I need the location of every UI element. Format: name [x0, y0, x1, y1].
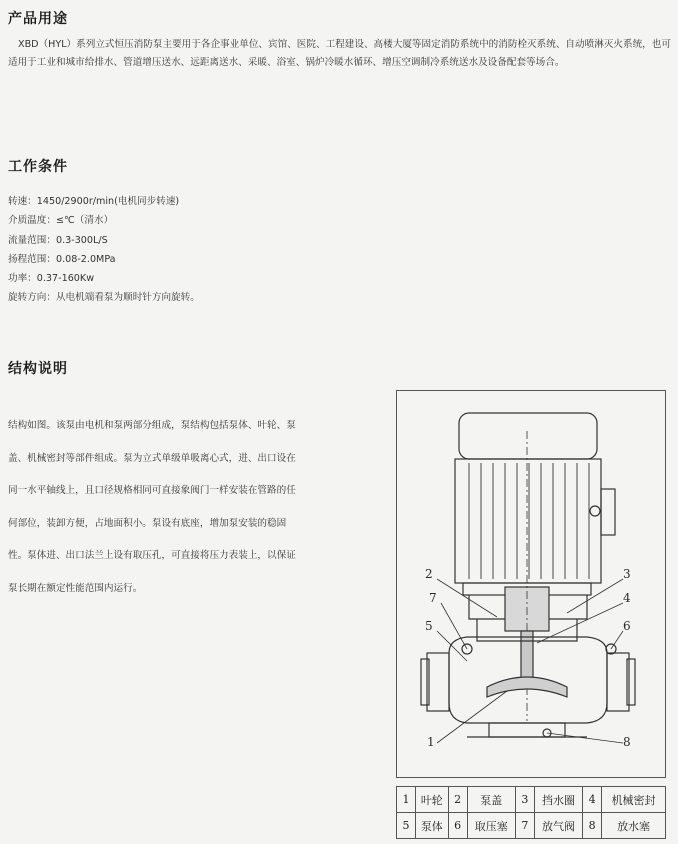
- callout-5: 5: [425, 619, 433, 633]
- outlet-flange: [607, 653, 629, 711]
- structure-line: 同一水平轴线上，且口径规格相同可直接象阀门一样安装在管路的任: [8, 485, 296, 496]
- part-name: 泵体: [416, 813, 449, 839]
- motor-body: [455, 459, 601, 583]
- inlet-flange-face: [421, 659, 429, 705]
- motor-fins: [469, 463, 589, 579]
- pump-diagram: [397, 391, 665, 777]
- condition-temperature: 介质温度：≤℃（清水）: [8, 215, 114, 227]
- structure-paragraph: [8, 410, 358, 605]
- part-name: 泵盖: [467, 787, 515, 813]
- callout-1: 1: [427, 735, 435, 749]
- part-number: 7: [515, 813, 534, 839]
- parts-table: [396, 786, 666, 839]
- part-name: 机械密封: [602, 787, 666, 813]
- part-number: 1: [397, 787, 416, 813]
- terminal-gland: [590, 506, 600, 516]
- callout-4: 4: [623, 591, 631, 605]
- part-number: 5: [397, 813, 416, 839]
- structure-line: 泵长期在额定性能范围内运行。: [8, 582, 143, 594]
- motor-cover: [459, 413, 597, 459]
- base: [489, 723, 565, 737]
- callout-3: 3: [623, 567, 631, 581]
- part-name: 放水塞: [602, 813, 666, 839]
- condition-head: 扬程范围：0.08-2.0MPa: [8, 253, 116, 265]
- part-name: 取压塞: [467, 813, 515, 839]
- parts-row: [397, 787, 666, 813]
- part-number: 8: [583, 813, 602, 839]
- part-number: 3: [515, 787, 534, 813]
- part-number: 6: [448, 813, 467, 839]
- callout-6: 6: [623, 619, 631, 633]
- condition-power: 功率：0.37-160Kw: [8, 273, 95, 285]
- callout-2: 2: [425, 567, 433, 581]
- structure-heading: 结构说明: [8, 361, 68, 377]
- part-name: 放气阀: [534, 813, 582, 839]
- conditions-heading: 工作条件: [8, 159, 68, 175]
- usage-paragraph: XBD（HYL）系列立式恒压消防泵主要用于各企事业单位、宾馆、医院、工程建设、高楼大厦等固定消防系统中的消防栓灭系统、自动喷淋灭火系统，也可适用于工业和城市给排水、管道增压送水、远距离送水、采暖、浴室、锅炉冷暖水循环、增压空调制冷系统送水及设备配套等场合。: [8, 39, 671, 68]
- outlet-flange-face: [627, 659, 635, 705]
- condition-flow: 流量范围：0.3-300L/S: [8, 234, 108, 246]
- terminal-box: [601, 489, 615, 535]
- callout-8: 8: [623, 735, 631, 749]
- structure-line: 盖、机械密封等部件组成。泵为立式单级单吸离心式，进、出口设在: [8, 452, 296, 464]
- part-number: 4: [583, 787, 602, 813]
- parts-row: [397, 813, 666, 839]
- shaft: [521, 631, 533, 681]
- part-number: 2: [448, 787, 467, 813]
- conditions-list: [8, 192, 348, 308]
- structure-line: 何部位，装卸方便，占地面积小。泵设有底座，增加泵安装的稳固: [8, 517, 287, 529]
- part-name: 叶轮: [416, 787, 449, 813]
- condition-speed: 转速：1450/2900r/min(电机同步转速): [8, 196, 180, 207]
- callout-7: 7: [429, 591, 437, 605]
- condition-rotation: 旋转方向：从电机端看泵为顺时针方向旋转。: [8, 292, 200, 304]
- usage-heading: 产品用途: [8, 11, 68, 27]
- pump-diagram-frame: [396, 390, 666, 778]
- structure-line: 结构如图。该泵由电机和泵两部分组成，泵结构包括泵体、叶轮、泵: [8, 420, 296, 431]
- structure-line: 性。泵体进、出口法兰上设有取压孔，可直接将压力表装上，以保证: [8, 550, 296, 561]
- inlet-flange: [427, 653, 449, 711]
- part-name: 挡水圈: [534, 787, 582, 813]
